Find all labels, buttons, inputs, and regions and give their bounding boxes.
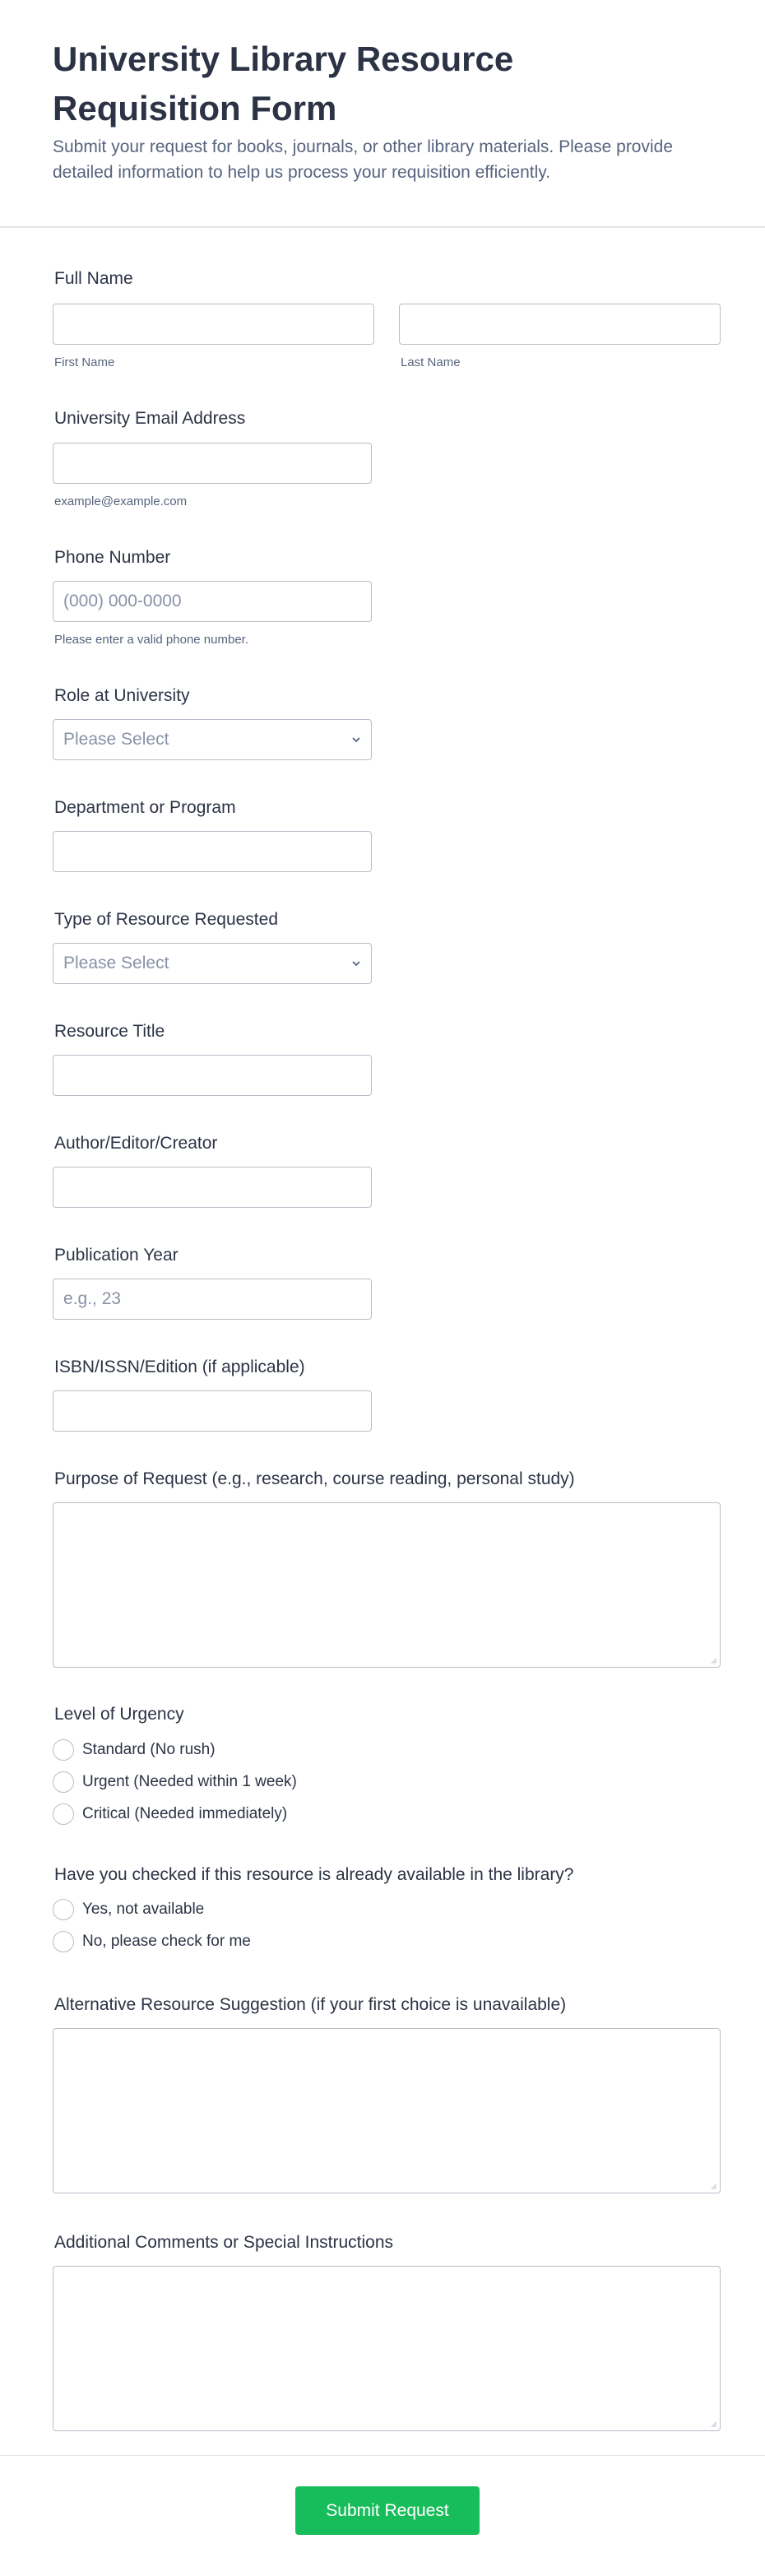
last-name-input[interactable]: [399, 304, 721, 345]
role-label: Role at University: [54, 686, 190, 705]
alternative-textarea[interactable]: [53, 2028, 721, 2193]
first-name-sublabel: First Name: [54, 355, 115, 369]
full-name-label: Full Name: [54, 269, 133, 288]
urgency-option-urgent[interactable]: [53, 1771, 297, 1793]
resource-title-input[interactable]: [53, 1055, 372, 1096]
department-input[interactable]: [53, 831, 372, 872]
purpose-textarea[interactable]: [53, 1502, 721, 1668]
purpose-label: Purpose of Request (e.g., research, course reading, personal study): [54, 1469, 575, 1488]
role-select-value: Please Select: [63, 730, 169, 749]
comments-textarea[interactable]: [53, 2266, 721, 2431]
radio-label: Urgent (Needed within 1 week): [82, 1773, 297, 1790]
page-subtitle: Submit your request for books, journals, or other library materials. Please provide detailed information to help us process your requisition efficiently.: [53, 137, 674, 182]
resize-grip-icon[interactable]: [709, 2182, 717, 2190]
availability-label: Have you checked if this resource is already available in the library?: [54, 1865, 574, 1884]
email-sublabel: example@example.com: [54, 494, 188, 508]
last-name-sublabel: Last Name: [401, 355, 461, 369]
radio-button[interactable]: [53, 1771, 74, 1793]
urgency-option-critical[interactable]: [53, 1803, 287, 1825]
phone-label: Phone Number: [54, 548, 171, 567]
radio-button[interactable]: [53, 1899, 74, 1920]
submit-button[interactable]: Submit Request: [295, 2486, 480, 2535]
footer-divider: [0, 2455, 765, 2456]
radio-button[interactable]: [53, 1803, 74, 1825]
isbn-input[interactable]: [53, 1390, 372, 1432]
page-title: University Library Resource Requisition Form: [53, 39, 514, 128]
chevron-down-icon: [351, 958, 361, 968]
resize-grip-icon[interactable]: [709, 2420, 717, 2428]
resource-type-select[interactable]: [53, 943, 372, 984]
urgency-label: Level of Urgency: [54, 1705, 184, 1724]
radio-label: Critical (Needed immediately): [82, 1805, 288, 1822]
chevron-down-icon: [351, 735, 361, 745]
radio-button[interactable]: [53, 1739, 74, 1761]
phone-sublabel: Please enter a valid phone number.: [54, 633, 248, 647]
author-input[interactable]: [53, 1167, 372, 1208]
availability-option-yes[interactable]: [53, 1899, 204, 1920]
radio-button[interactable]: [53, 1931, 74, 1952]
department-label: Department or Program: [54, 798, 236, 817]
email-label: University Email Address: [54, 409, 246, 428]
publication-year-label: Publication Year: [54, 1246, 178, 1265]
radio-label: Standard (No rush): [82, 1741, 216, 1758]
form-header: [0, 0, 765, 228]
resource-type-select-value: Please Select: [63, 954, 169, 972]
urgency-option-standard[interactable]: [53, 1739, 216, 1761]
availability-option-no[interactable]: [53, 1931, 251, 1952]
isbn-label: ISBN/ISSN/Edition (if applicable): [54, 1358, 305, 1376]
resource-type-label: Type of Resource Requested: [54, 910, 278, 929]
resource-title-label: Resource Title: [54, 1022, 165, 1041]
phone-input[interactable]: (000) 000-0000: [53, 581, 372, 622]
publication-year-input[interactable]: e.g., 23: [53, 1279, 372, 1320]
role-select[interactable]: [53, 719, 372, 760]
author-label: Author/Editor/Creator: [54, 1134, 218, 1153]
radio-label: No, please check for me: [82, 1933, 251, 1950]
first-name-input[interactable]: [53, 304, 374, 345]
radio-label: Yes, not available: [82, 1901, 205, 1918]
comments-label: Additional Comments or Special Instructions: [54, 2233, 394, 2252]
alternative-label: Alternative Resource Suggestion (if your first choice is unavailable): [54, 1995, 567, 2014]
resize-grip-icon[interactable]: [709, 1656, 717, 1664]
email-input[interactable]: [53, 443, 372, 484]
